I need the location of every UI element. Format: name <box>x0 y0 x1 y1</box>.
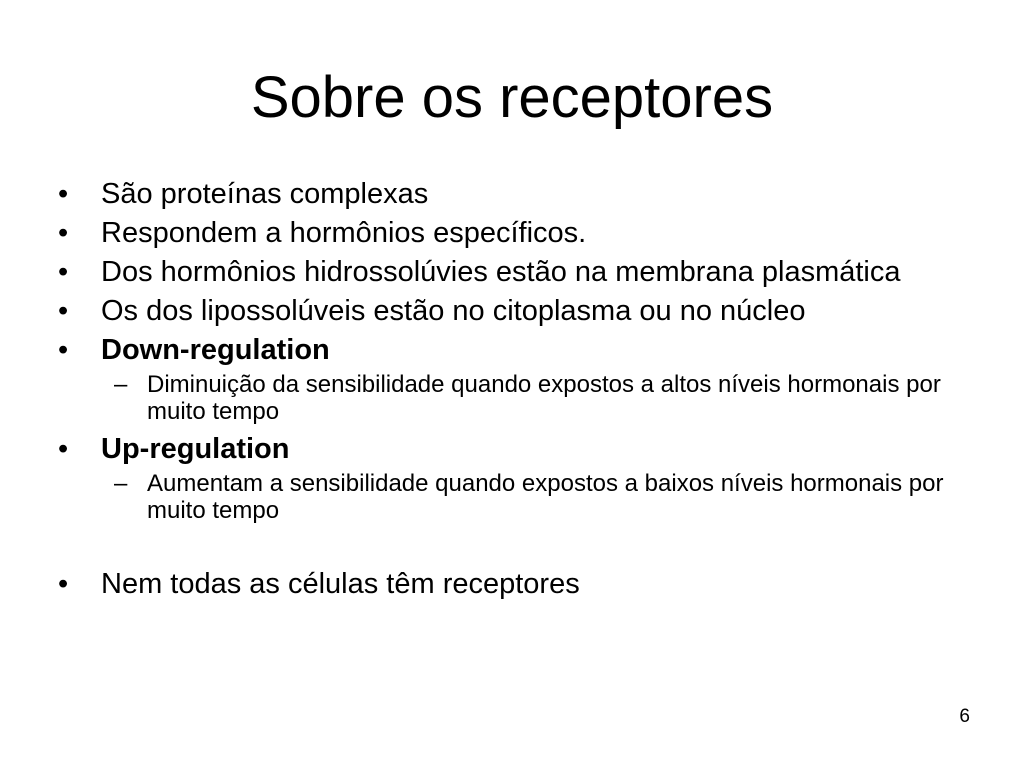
bullet-icon: • <box>58 334 69 366</box>
bullet-text: Dos hormônios hidrossolúvies estão na membrana plasmática <box>101 256 901 288</box>
bullet-item <box>58 295 958 327</box>
bullet-text: Os dos lipossolúveis estão no citoplasma ou no núcleo <box>101 295 806 327</box>
bullet-text: Nem todas as células têm receptores <box>101 568 580 600</box>
page-number: 6 <box>959 706 970 727</box>
bullet-item <box>58 178 958 210</box>
bullet-icon: • <box>58 256 69 288</box>
bullet-item-down-regulation <box>58 334 958 366</box>
sub-bullet-item <box>58 470 958 524</box>
bullet-icon: • <box>58 568 69 600</box>
dash-icon: – <box>114 371 128 398</box>
bullet-text: Up-regulation <box>101 433 290 465</box>
bullet-icon: • <box>58 178 69 210</box>
bullet-icon: • <box>58 433 69 465</box>
bullet-item <box>58 568 958 600</box>
bullet-text: Down-regulation <box>101 334 330 366</box>
spacer <box>58 532 958 568</box>
dash-icon: – <box>114 470 128 497</box>
sub-bullet-text: Diminuição da sensibilidade quando expostos a altos níveis hormonais por muito tempo <box>147 371 941 425</box>
sub-bullet-text: Aumentam a sensibilidade quando expostos a baixos níveis hormonais por muito tempo <box>147 470 944 524</box>
bullet-text: São proteínas complexas <box>101 178 429 210</box>
bullet-list <box>58 178 958 607</box>
bullet-item-up-regulation <box>58 433 958 465</box>
bullet-icon: • <box>58 217 69 249</box>
sub-bullet-item <box>58 371 958 425</box>
bullet-item <box>58 256 958 288</box>
slide-title: Sobre os receptores <box>250 65 774 130</box>
bullet-item <box>58 217 958 249</box>
bullet-text: Respondem a hormônios específicos. <box>101 217 587 249</box>
bullet-icon: • <box>58 295 69 327</box>
